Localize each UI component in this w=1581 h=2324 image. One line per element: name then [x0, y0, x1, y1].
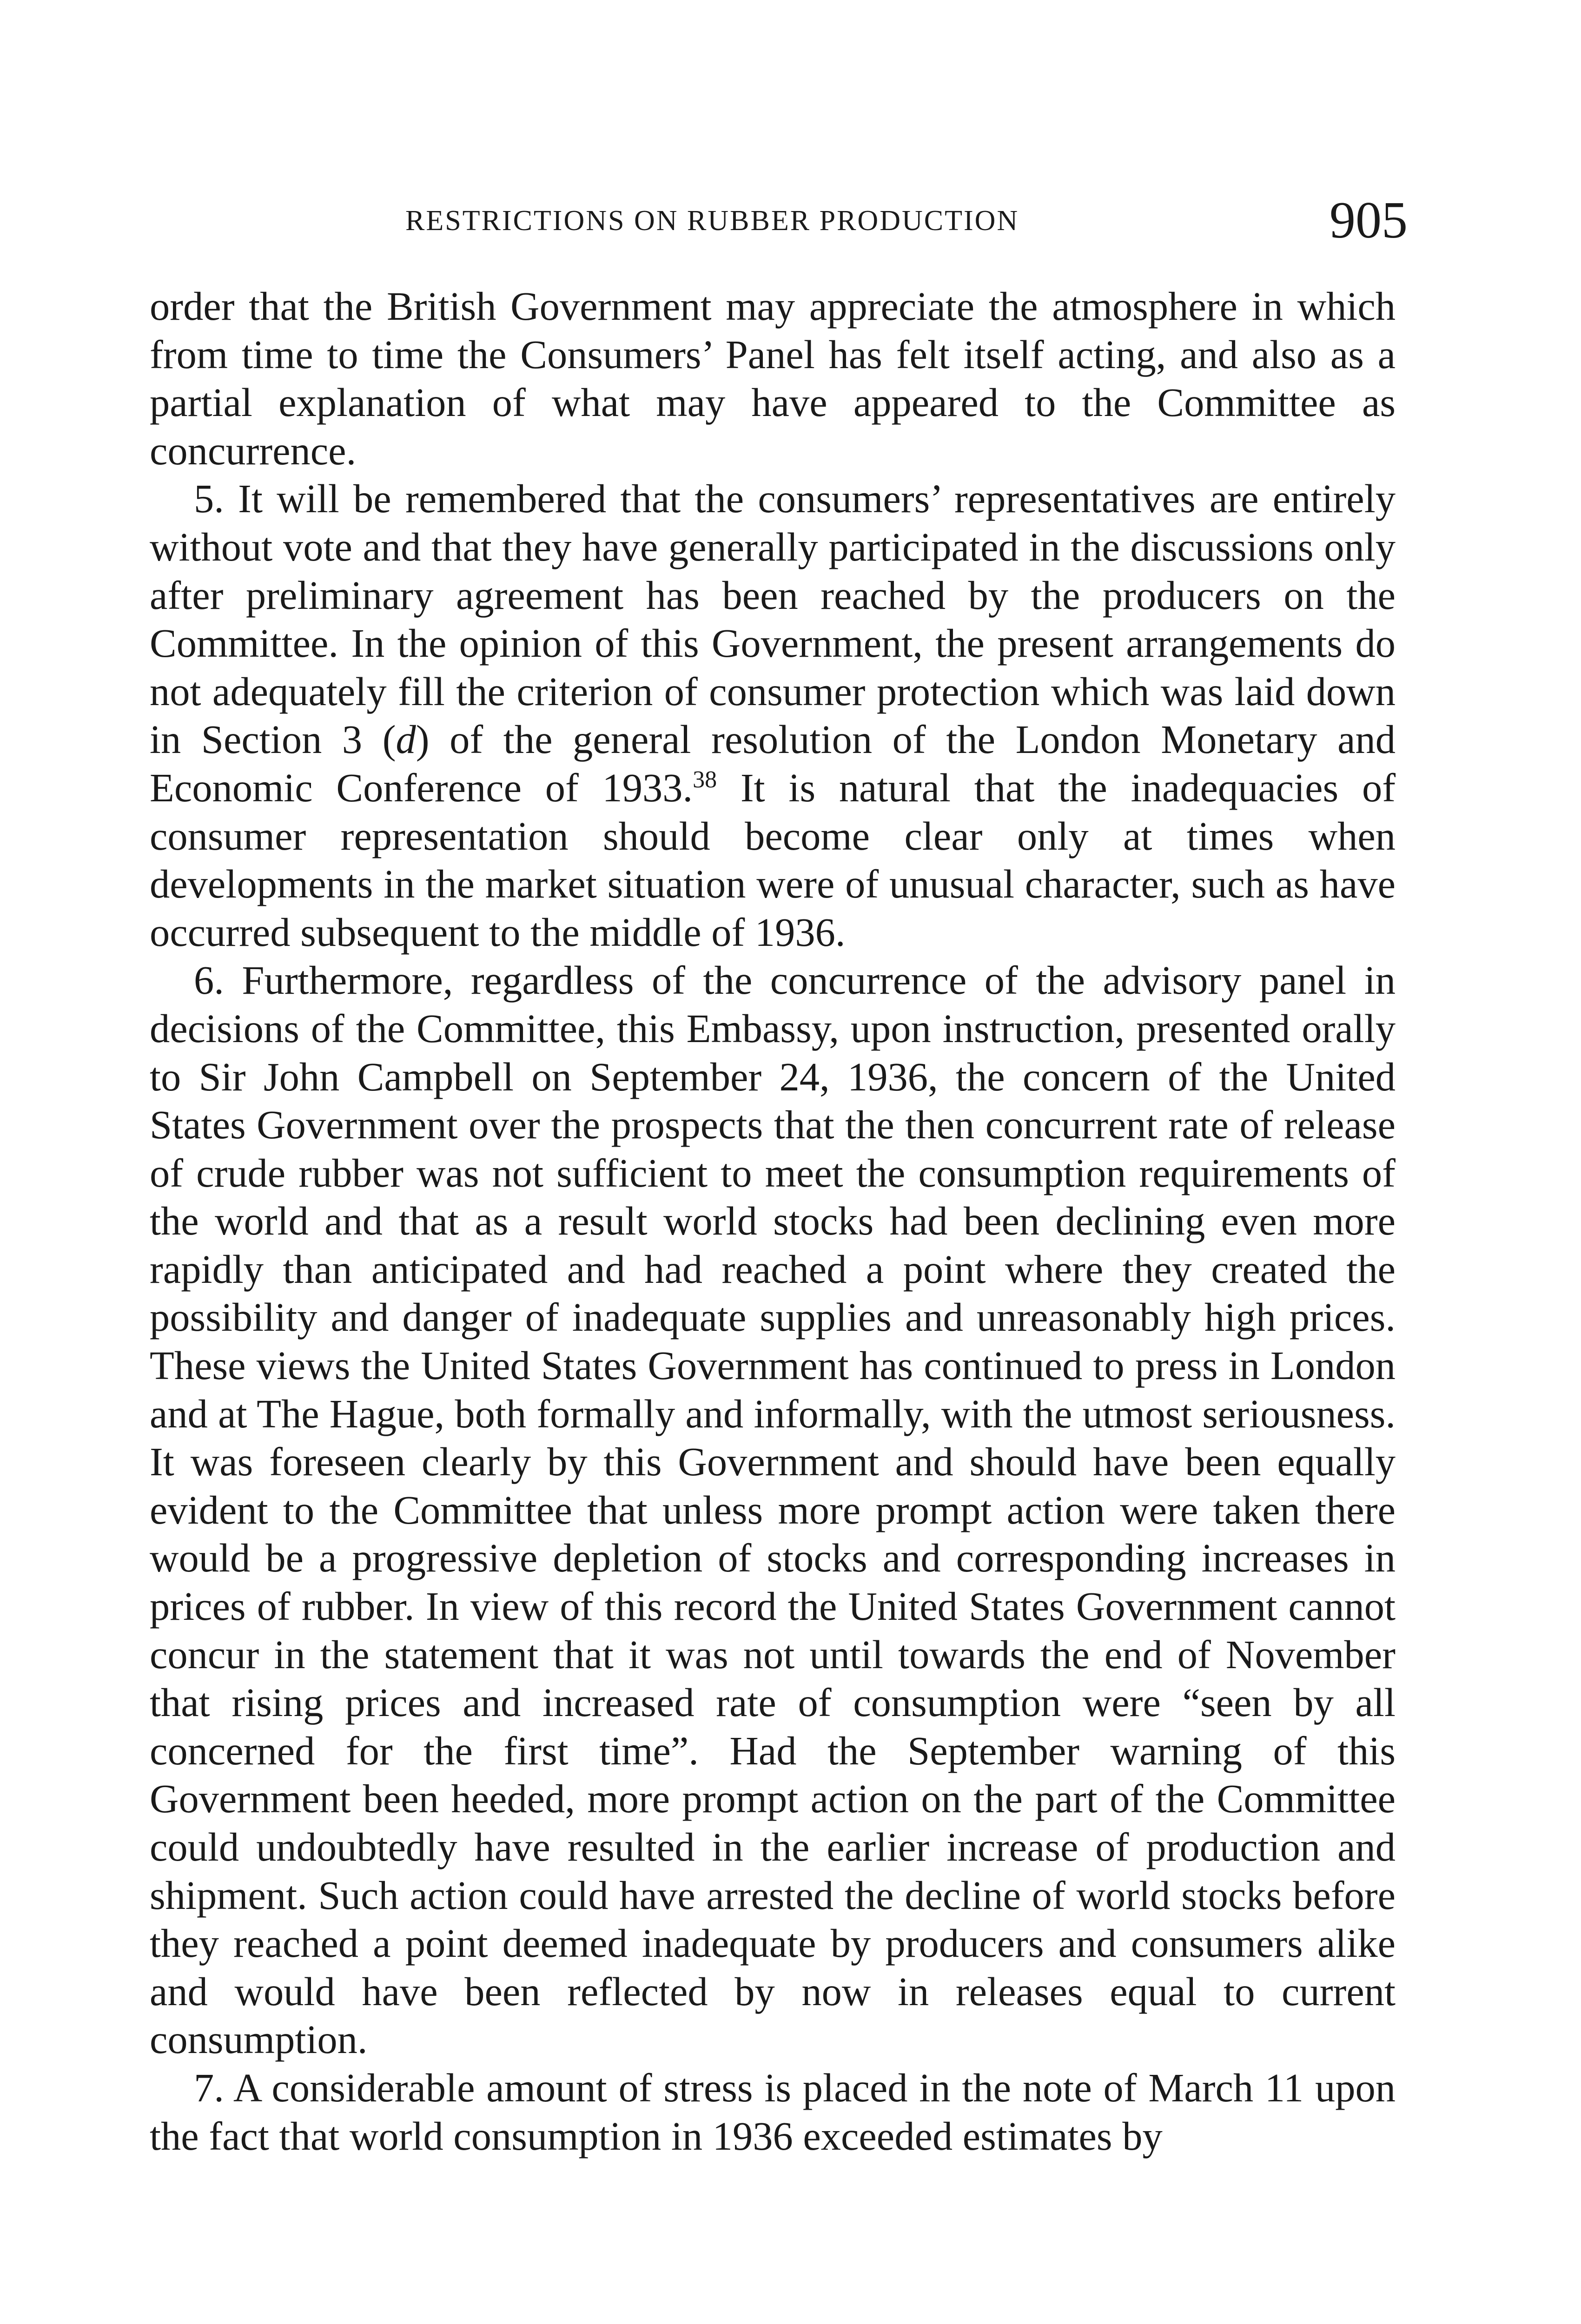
body-text	[150, 283, 1396, 2160]
footnote-reference-38: 38	[693, 766, 717, 793]
paragraph-5-text-middle: ) of the general resolution of the London Monetary and Economic Conference of 1933.	[150, 717, 1396, 810]
paragraph-5	[150, 475, 1396, 957]
paragraph-5-text-before: 5. It will be remembered that the consumers’ representatives are entirely without vote and that they have generally participated in the discussions only after preliminary agreement has been reached by the producers on the Committee. In the opinion of this Government, the present arrangements do not adequately fill the criterion of consumer protection which was laid down in Section 3 (	[150, 476, 1396, 762]
paragraph-6: 6. Furthermore, regardless of the concurrence of the advisory panel in decisions of the Committee, this Embassy, upon instruction, presented orally to Sir John Campbell on September 24, 1936, the concern of the United States Government over the prospects that the then concurrent rate of release of crude rubber was not sufficient to meet the consumption requirements of the world and that as a result world stocks had been declining even more rapidly than anticipated and had reached a point where they created the possibility and danger of inadequate supplies and unreasonably high prices. These views the United States Government has continued to press in London and at The Hague, both formally and informally, with the utmost seriousness. It was foreseen clearly by this Government and should have been equally evident to the Committee that unless more prompt action were taken there would be a progressive depletion of stocks and corresponding increases in prices of rubber. In view of this record the United States Government cannot concur in the statement that it was not until towards the end of November that rising prices and increased rate of consumption were “seen by all concerned for the first time”. Had the September warning of this Government been heeded, more prompt action on the part of the Committee could undoubtedly have resulted in the earlier increase of production and shipment. Such action could have arrested the decline of world stocks before they reached a point deemed inadequate by producers and consumers alike and would have been reflected by now in releases equal to current consumption.	[150, 958, 1396, 2062]
page-number: 905	[1330, 191, 1408, 249]
paragraph-5-italic-letter: d	[396, 717, 416, 762]
paragraph-continuation: order that the British Government may appreciate the atmosphere in which from time to time the Consumers’ Panel has felt itself acting, and also as a partial explanation of what may have appeared to the Committee as concurrence.	[150, 284, 1396, 473]
paragraph-7: 7. A considerable amount of stress is placed in the note of March 11 upon the fact that world consumption in 1936 exceeded estimates by	[150, 2065, 1396, 2159]
paragraph-5-text-after: It is natural that the inadequacies of consumer representation should become clear only at times when developments in the market situation were of unusual character, such as have occurred subsequent to the middle of 1936.	[150, 765, 1396, 955]
running-header-title: RESTRICTIONS ON RUBBER PRODUCTION	[405, 205, 1019, 237]
